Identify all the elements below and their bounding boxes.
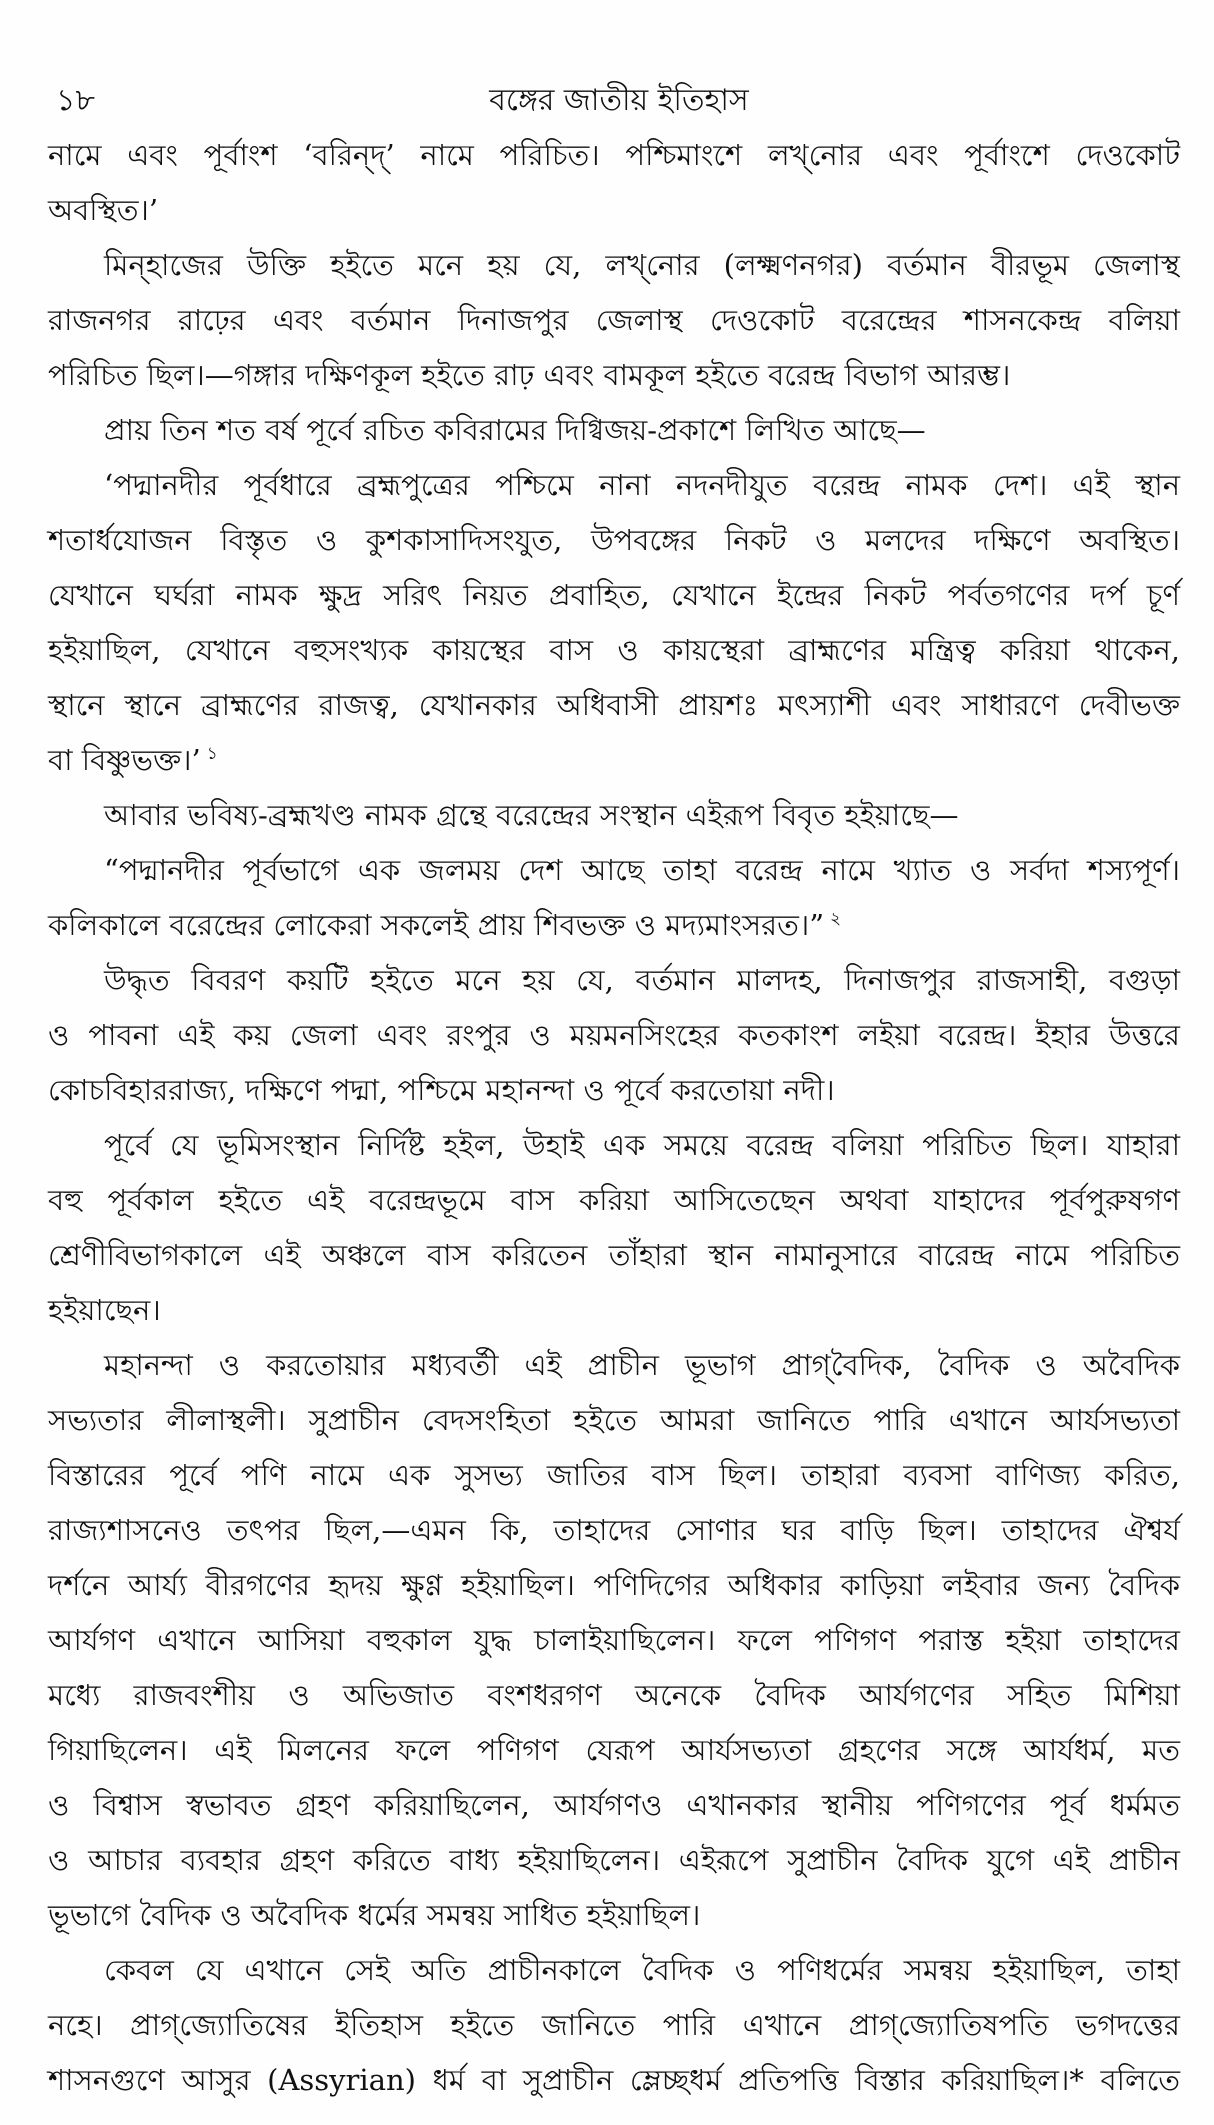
line-text: দর্শনে আর্য্য বীরগণের হৃদয় ক্ষুণ্ণ হইয়াছিল। পণিদিগের অধিকার কাড়িয়া লইবার জন্য বৈদিক [48,1568,1180,1602]
text-line [48,1723,1180,1778]
line-text: রাজ্যশাসনেও তৎপর ছিল,—এমন কি, তাহাদের সোণার ঘর বাড়ি ছিল। তাহাদের ঐশ্বর্য [48,1513,1180,1547]
line-text: “পদ্মানদীর পূর্বভাগে এক জলময় দেশ আছে তাহা বরেন্দ্র নামে খ্যাত ও সর্বদা শস্যপূর্ণ। [104,853,1180,887]
paragraph-first-line [48,953,1180,1008]
line-text: আবার ভবিষ্য-ব্রহ্মখণ্ড নামক গ্রন্থে বরেন্দ্রের সংস্থান এইরূপ বিবৃত হইয়াছে— [104,798,959,832]
line-text: আর্যগণ এখানে আসিয়া বহুকাল যুদ্ধ চালাইয়াছিলেন। ফলে পণিগণ পরাস্ত হইয়া তাহাদের [48,1623,1180,1657]
line-text: ‘পদ্মানদীর পূর্বধারে ব্রহ্মপুত্রের পশ্চিমে নানা নদনদীযুত বরেন্দ্র নামক দেশ। এই স্থান [104,468,1180,502]
text-line [48,1283,1180,1338]
paragraph-first-line [48,458,1180,513]
running-head [48,76,1180,126]
paragraph-first-line [48,843,1180,898]
line-text: রাজনগর রাঢ়ের এবং বর্তমান দিনাজপুর জেলাস্থ দেওকোট বরেন্দ্রের শাসনকেন্দ্র বলিয়া [48,303,1180,337]
line-text: হইয়াছেন। [48,1293,161,1327]
paragraph-first-line [48,1943,1180,1998]
text-line [48,513,1180,568]
line-text: মধ্যে রাজবংশীয় ও অভিজাত বংশধরগণ অনেকে বৈদিক আর্যগণের সহিত মিশিয়া [48,1678,1180,1712]
text-line [48,1778,1180,1833]
line-text: মিন্‌হাজের উক্তি হইতে মনে হয় যে, লখ্‌নোর (লক্ষ্মণনগর) বর্তমান বীরভূম জেলাস্থ [104,248,1180,282]
text-line [48,183,1180,238]
text-line [48,623,1180,678]
line-text: অবস্থিত।’ [48,193,159,227]
line-text: গিয়াছিলেন। এই মিলনের ফলে পণিগণ যেরূপ আর্যসভ্যতা গ্রহণের সঙ্গে আর্যধর্ম, মত [48,1733,1180,1767]
line-text: শতার্ধযোজন বিস্তৃত ও কুশকাসাদিসংযুত, উপবঙ্গের নিকট ও মলদের দক্ষিণে অবস্থিত। [48,523,1180,557]
text-line [48,2053,1180,2108]
line-text: কলিকালে বরেন্দ্রের লোকেরা সকলেই প্রায় শিবভক্ত ও মদ্যমাংসরত।” [48,908,825,942]
line-text: ও বিশ্বাস স্বভাবত গ্রহণ করিয়াছিলেন, আর্যগণও এখানকার স্থানীয় পণিগণের পূর্ব ধর্মমত [48,1788,1180,1822]
line-text: প্রায় তিন শত বর্ষ পূর্বে রচিত কবিরামের দিগ্বিজয়-প্রকাশে লিখিত আছে— [104,413,926,447]
text-line [48,1008,1180,1063]
line-text: কেবল যে এখানে সেই অতি প্রাচীনকালে বৈদিক ও পণিধর্মের সমন্বয় হইয়াছিল, তাহা [104,1953,1180,1987]
line-text: বিস্তারের পূর্বে পণি নামে এক সুসভ্য জাতির বাস ছিল। তাহারা ব্যবসা বাণিজ্য করিত, [48,1458,1180,1492]
running-title: বঙ্গের জাতীয় ইতিহাস [489,83,749,118]
page-number: ১৮ [56,83,95,118]
text-line [48,1613,1180,1668]
text-line [48,348,1180,403]
text-line [48,898,1180,953]
text-line [48,1063,1180,1118]
line-text: সভ্যতার লীলাস্থলী। সুপ্রাচীন বেদসংহিতা হইতে আমরা জানিতে পারি এখানে আর্যসভ্যতা [48,1403,1180,1437]
footnote-marker: ১ [206,744,218,765]
line-text: পরিচিত ছিল।—গঙ্গার দক্ষিণকূল হইতে রাঢ় এবং বামকূল হইতে বরেন্দ্র বিভাগ আরম্ভ। [48,358,1011,392]
line-text: ভূভাগে বৈদিক ও অবৈদিক ধর্মের সমন্বয় সাধিত হইয়াছিল। [48,1898,701,1932]
line-text: শ্রেণীবিভাগকালে এই অঞ্চলে বাস করিতেন তাঁহারা স্থান নামানুসারে বারেন্দ্র নামে পরিচিত [48,1238,1180,1272]
line-text: উদ্ধৃত বিবরণ কয়টি হইতে মনে হয় যে, বর্তমান মালদহ, দিনাজপুর রাজসাহী, বগুড়া [104,963,1180,997]
paragraph-first-line [48,403,1180,458]
line-text: নহে। প্রাগ্‌জ্যোতিষের ইতিহাস হইতে জানিতে পারি এখানে প্রাগ্‌জ্যোতিষপতি ভগদত্তের [48,2008,1180,2042]
line-text: ও পাবনা এই কয় জেলা এবং রংপুর ও ময়মনসিংহের কতকাংশ লইয়া বরেন্দ্র। ইহার উত্তরে [48,1018,1180,1052]
line-text: নামে এবং পূর্বাংশ ‘বরিন্দ্‌’ নামে পরিচিত। পশ্চিমাংশে লখ্‌নোর এবং পূর্বাংশে দেওকোট [48,138,1180,172]
paragraph-first-line [48,788,1180,843]
body-text [48,128,1180,2108]
text-line [48,1503,1180,1558]
line-text: কোচবিহাররাজ্য, দক্ষিণে পদ্মা, পশ্চিমে মহানন্দা ও পূর্বে করতোয়া নদী। [48,1073,835,1107]
paragraph-first-line [48,238,1180,293]
line-text: স্থানে স্থানে ব্রাহ্মণের রাজত্ব, যেখানকার অধিবাসী প্রায়শঃ মৎস্যাশী এবং সাধারণে দেবীভক্ত [48,688,1180,722]
line-text: হইয়াছিল, যেখানে বহুসংখ্যক কায়স্থের বাস ও কায়স্থেরা ব্রাহ্মণের মন্ত্রিত্ব করিয়া থাকেন, [48,633,1180,667]
line-text: বা বিষ্ণুভক্ত।’ [48,743,201,777]
line-text: মহানন্দা ও করতোয়ার মধ্যবর্তী এই প্রাচীন ভূভাগ প্রাগ্‌বৈদিক, বৈদিক ও অবৈদিক [104,1348,1180,1382]
paragraph-first-line [48,1338,1180,1393]
text-line [48,1888,1180,1943]
text-line [48,1228,1180,1283]
text-line [48,128,1180,183]
text-line [48,1448,1180,1503]
text-line [48,678,1180,733]
text-line [48,1833,1180,1888]
footnote-marker: ২ [830,909,842,930]
line-text: শাসনগুণে আসুর (Assyrian) ধর্ম বা সুপ্রাচীন ম্লেচ্ছধর্ম প্রতিপত্তি বিস্তার করিয়াছিল।* বলিতে [48,2063,1180,2097]
text-line [48,568,1180,623]
text-line [48,1173,1180,1228]
line-text: যেখানে ঘর্ঘরা নামক ক্ষুদ্র সরিৎ নিয়ত প্রবাহিত, যেখানে ইন্দ্রের নিকট পর্বতগণের দর্প চূর্ণ [48,578,1180,612]
text-line [48,1668,1180,1723]
text-line [48,733,1180,788]
line-text: ও আচার ব্যবহার গ্রহণ করিতে বাধ্য হইয়াছিলেন। এইরূপে সুপ্রাচীন বৈদিক যুগে এই প্রাচীন [48,1843,1180,1877]
text-line [48,1998,1180,2053]
text-line [48,293,1180,348]
line-text: বহু পূর্বকাল হইতে এই বরেন্দ্রভূমে বাস করিয়া আসিতেছেন অথবা যাহাদের পূর্বপুরুষগণ [48,1183,1180,1217]
line-text: পূর্বে যে ভূমিসংস্থান নির্দিষ্ট হইল, উহাই এক সময়ে বরেন্দ্র বলিয়া পরিচিত ছিল। যাহারা [104,1128,1180,1162]
text-line [48,1558,1180,1613]
paragraph-first-line [48,1118,1180,1173]
text-line [48,1393,1180,1448]
